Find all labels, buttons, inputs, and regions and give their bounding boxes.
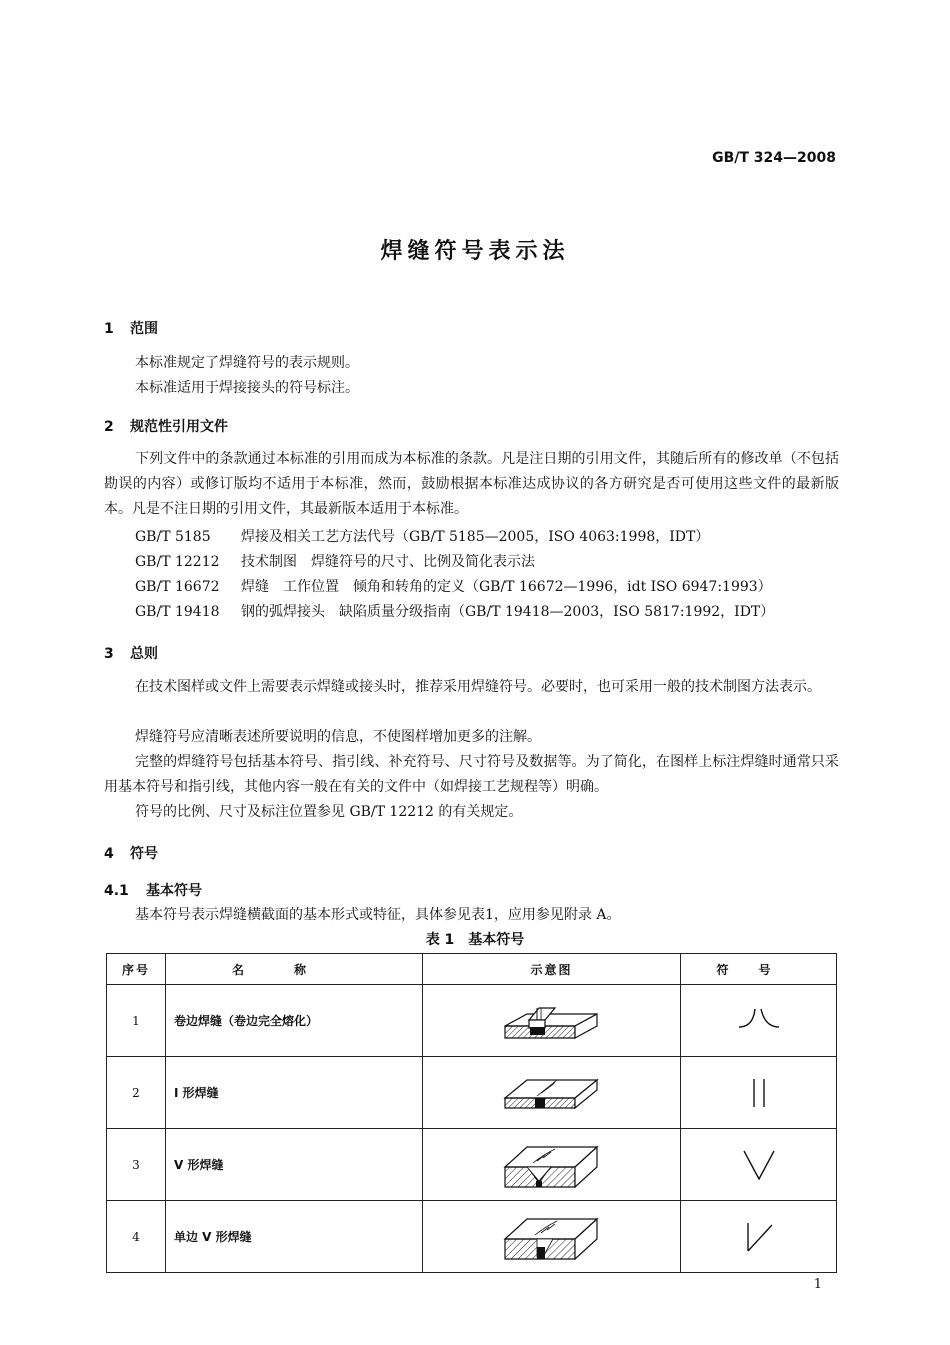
reference-code: GB/T 12212 [135,554,220,570]
square-weld-figure [423,1057,681,1129]
bevel-weld-figure [423,1201,681,1273]
basic-symbols-table [106,953,837,1273]
v-weld-figure [423,1129,681,1201]
basic-symbols-paragraph: 基本符号表示焊缝横截面的基本形式或特征，具体参见表1，应用参见附录 A。 [135,907,621,923]
reference-item [135,601,774,621]
table-header-row [107,954,837,985]
section-title: 范围 [130,321,158,337]
i-symbol [681,1057,837,1129]
section-number: 2 [104,419,114,435]
section-title: 规范性引用文件 [130,419,228,435]
row-name: 单边 V 形焊缝 [166,1201,423,1273]
header-figure: 示意图 [423,954,681,985]
table-row [107,1129,837,1201]
row-index: 1 [107,985,166,1057]
row-index: 2 [107,1057,166,1129]
section-number: 4 [104,846,114,862]
general-paragraph-1: 在技术图样或文件上需要表示焊缝或接头时，推荐采用焊缝符号。必要时，也可采用一般的技术制图方法表示。 [135,679,821,695]
reference-title: 技术制图 焊缝符号的尺寸、比例及简化表示法 [241,554,535,570]
header-name: 名称 [166,954,423,985]
v-symbol [681,1129,837,1201]
row-name: V 形焊缝 [166,1129,423,1201]
flanged-weld-figure [423,985,681,1057]
row-index: 4 [107,1201,166,1273]
scope-line-1: 本标准规定了焊缝符号的表示规则。 [135,355,359,371]
row-name: I 形焊缝 [166,1057,423,1129]
reference-item [135,576,772,596]
row-index: 3 [107,1129,166,1201]
section-4-heading [104,843,158,863]
section-number: 4.1 [104,883,129,899]
section-title: 总则 [130,646,158,662]
section-title: 基本符号 [146,883,202,899]
reference-code: GB/T 19418 [135,604,220,620]
reference-title: 焊接及相关工艺方法代号（GB/T 5185—2005，ISO 4063:1998，IDT） [241,529,710,545]
reference-item [135,526,709,546]
scope-line-2: 本标准适用于焊接接头的符号标注。 [135,380,359,396]
references-paragraph: 下列文件中的条款通过本标准的引用而成为本标准的条款。凡是注日期的引用文件，其随后所有的修改单（不包括勘误的内容）或修订版均不适用于本标准，然而，鼓励根据本标准达成协议的各方研究是否可使用这些文件的最新版本。凡是不注日期的引用文件，其最新版本适用于本标准。 [104,451,839,517]
reference-code: GB/T 5185 [135,529,211,545]
section-3-heading [104,643,158,663]
header-index: 序号 [107,954,166,985]
document-title: 焊缝符号表示法 [380,239,570,264]
section-number: 1 [104,321,114,337]
table-row [107,1201,837,1273]
reference-title: 钢的弧焊接头 缺陷质量分级指南（GB/T 19418—2003，ISO 5817:1992，IDT） [241,604,775,620]
section-title: 符号 [130,846,158,862]
general-paragraph-3: 完整的焊缝符号包括基本符号、指引线、补充符号、尺寸符号及数据等。为了简化，在图样上标注焊缝时通常只采用基本符号和指引线，其他内容一般在有关的文件中（如焊接工艺规程等）明确。 [104,754,839,795]
section-number: 3 [104,646,114,662]
standard-code: GB/T 324—2008 [712,150,836,166]
section-2-heading [104,416,228,436]
section-1-heading [104,318,158,338]
row-name: 卷边焊缝（卷边完全熔化） [166,985,423,1057]
page-number: 1 [813,1277,822,1292]
flange-symbol [681,985,837,1057]
table-row [107,1057,837,1129]
general-paragraph-2: 焊缝符号应清晰表述所要说明的信息，不使图样增加更多的注解。 [135,729,541,745]
table-row [107,985,837,1057]
reference-item [135,551,535,571]
reference-code: GB/T 16672 [135,579,220,595]
section-4-1-heading [104,880,202,900]
reference-title: 焊缝 工作位置 倾角和转角的定义（GB/T 16672—1996，idt ISO 6947:1993） [241,579,772,595]
table-caption: 表 1 基本符号 [425,932,525,948]
general-paragraph-4: 符号的比例、尺寸及标注位置参见 GB/T 12212 的有关规定。 [135,804,523,820]
header-symbol: 符号 [681,954,837,985]
bevel-symbol [681,1201,837,1273]
